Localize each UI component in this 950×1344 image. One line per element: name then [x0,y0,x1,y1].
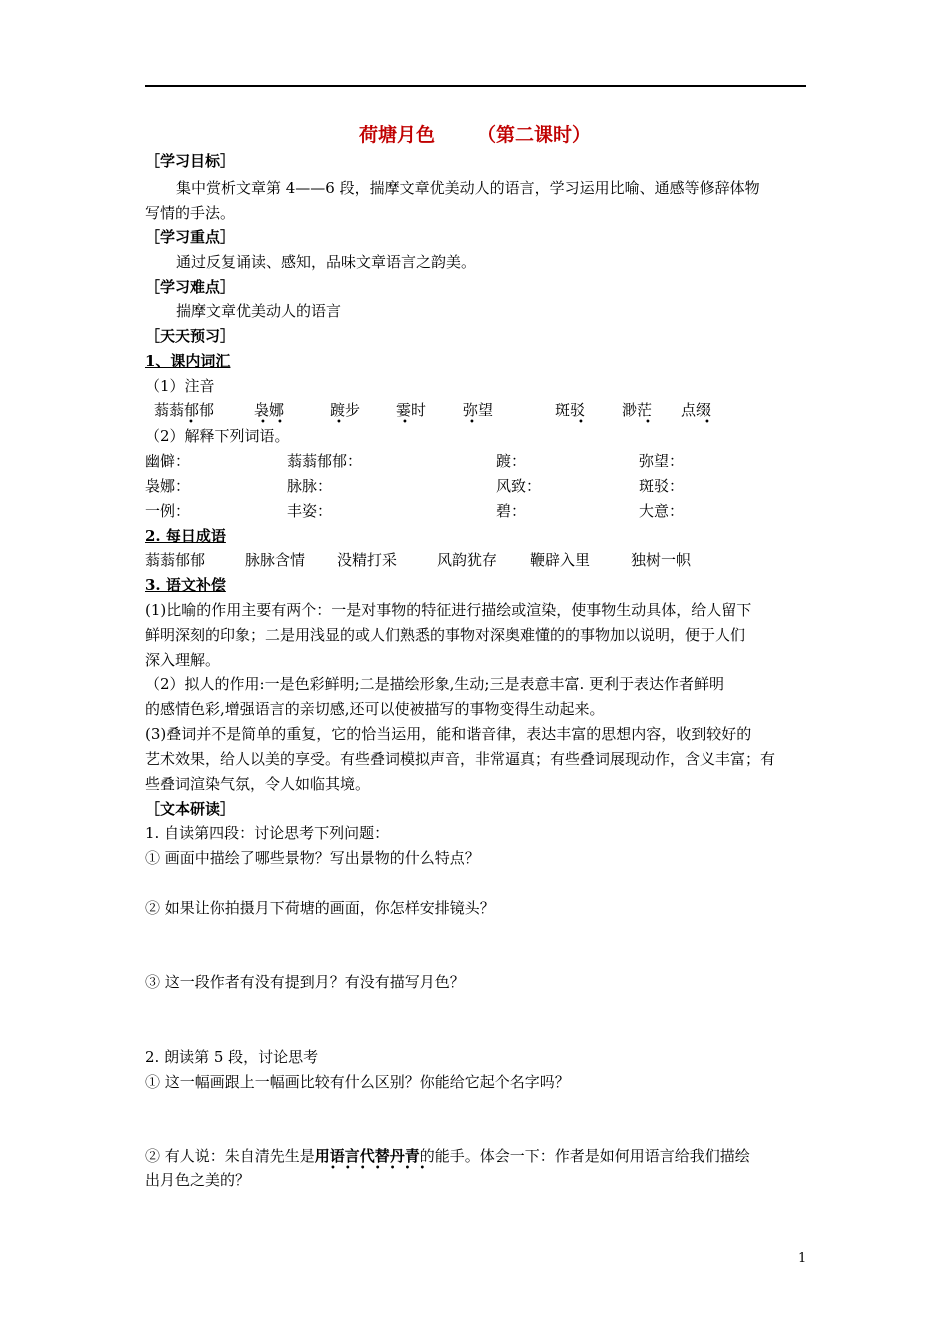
emphasis-dot: • [260,417,266,428]
explain-cell: 蓊蓊郁郁： [287,452,363,470]
supplement-p2-line: （2）拟人的作用:一是色彩鲜明;二是描绘形象,生动;三是表意丰富. 更利于表达作者鲜明 [145,675,725,693]
pinyin-word: 点缀 [681,401,712,419]
page-number: 1 [798,1251,807,1266]
reading-q1: 1. 自读第四段：讨论思考下列问题： [145,824,390,842]
q2b-emphasis: 用语言代替丹青 [314,1147,420,1165]
idiom-item: 独树一帜 [631,551,692,569]
emphasis-dot: • [336,417,342,428]
explain-cell: 斑驳： [639,477,685,495]
pinyin-word: 斑驳 [555,401,586,419]
header-rule [145,85,806,87]
preview-heading: ［天天预习］ [145,327,236,345]
emphasis-dot: • [188,417,194,428]
title-sub: （第二课时） [477,124,592,146]
explain-cell: 弥望： [639,452,685,470]
emphasis-dot: • [578,417,584,428]
explain-cell: 一例： [145,502,191,520]
supplement-heading: 3. 语文补偿 [145,576,226,594]
reading-q2b-line-2: 出月色之美的？ [145,1171,251,1189]
goals-line-1: 集中赏析文章第 4——6 段，揣摩文章优美动人的语言，学习运用比喻、通感等修辞体物 [176,179,760,197]
emphasis-dot: • [469,417,475,428]
idiom-item: 蓊蓊郁郁 [145,551,206,569]
reading-q1b: ② 如果让你拍摄月下荷塘的画面，你怎样安排镜头？ [145,899,495,917]
explain-cell: 脉脉： [287,477,333,495]
reading-q2b [145,1145,750,1167]
supplement-p3-line: (3)叠词并不是简单的重复，它的恰当运用，能和谐音律，表达丰富的思想内容，收到较好的 [145,725,752,743]
idiom-item: 脉脉含情 [245,551,306,569]
q2b-post: 的能手。体会一下：作者是如何用语言给我们描绘 [419,1147,750,1165]
pinyin-word: 袅娜 [254,401,285,419]
reading-q1c: ③ 这一段作者有没有提到月？有没有描写月色？ [145,973,465,991]
idioms-heading: 2. 每日成语 [145,527,226,545]
reading-q2a: ① 这一幅画跟上一幅画比较有什么区别？你能给它起个名字吗？ [145,1073,570,1091]
explain-cell: 幽僻： [145,452,191,470]
emphasis-dot: • [277,417,283,428]
explain-cell: 袅娜： [145,477,191,495]
emphasis-dot: • [402,417,408,428]
supplement-p3-line: 艺术效果，给人以美的享受。有些叠词模拟声音，非常逼真；有些叠词展现动作，含义丰富；有 [145,750,776,768]
supplement-p2-line: 的感情色彩,增强语言的亲切感,还可以使被描写的事物变得生动起来。 [145,700,605,718]
idiom-item: 没精打采 [337,551,398,569]
vocab-sub-2: （2）解释下列词语。 [145,427,290,445]
emphasis-dots: ••••••• [330,1163,435,1174]
pinyin-word: 渺茫 [622,401,653,419]
q2b-pre: ② 有人说：朱自清先生是 [145,1147,315,1165]
goals-heading: ［学习目标］ [145,152,236,170]
vocab-sub-1: （1）注音 [145,377,215,395]
reading-q1a: ① 画面中描绘了哪些景物？写出景物的什么特点？ [145,849,480,867]
idiom-item: 风韵犹存 [437,551,498,569]
idiom-item: 鞭辟入里 [530,551,591,569]
goals-line-2: 写情的手法。 [145,204,236,222]
focus-heading: ［学习重点］ [145,228,236,246]
pinyin-word: 蓊蓊郁郁 [154,401,215,419]
explain-cell: 大意： [639,502,685,520]
explain-cell: 丰姿： [287,502,333,520]
explain-cell: 踱： [496,452,527,470]
supplement-p3-line: 些叠词渲染气氛，令人如临其境。 [145,775,371,793]
vocab-heading: 1、课内词汇 [145,352,231,370]
emphasis-dot: • [704,417,710,428]
difficulty-heading: ［学习难点］ [145,278,236,296]
supplement-p1-line: 深入理解。 [145,651,221,669]
page-title [0,124,950,146]
focus-text: 通过反复诵读、感知，品味文章语言之韵美。 [176,253,477,271]
title-main: 荷塘月色 [358,124,435,146]
supplement-p1-line: (1)比喻的作用主要有两个：一是对事物的特征进行描绘或渲染，使事物生动具体，给人留下 [145,601,752,619]
supplement-p1-line: 鲜明深刻的印象；二是用浅显的或人们熟悉的事物对深奥难懂的的事物加以说明，便于人们 [145,626,746,644]
emphasis-dot: • [645,417,651,428]
explain-cell: 碧： [496,502,527,520]
pinyin-word: 弥望 [463,401,494,419]
explain-cell: 风致： [496,477,542,495]
reading-q2: 2. 朗读第 5 段，讨论思考 [145,1048,319,1066]
pinyin-word: 踱步 [330,401,361,419]
pinyin-word: 霎时 [396,401,427,419]
difficulty-text: 揣摩文章优美动人的语言 [176,302,342,320]
reading-heading: ［文本研读］ [145,800,236,818]
